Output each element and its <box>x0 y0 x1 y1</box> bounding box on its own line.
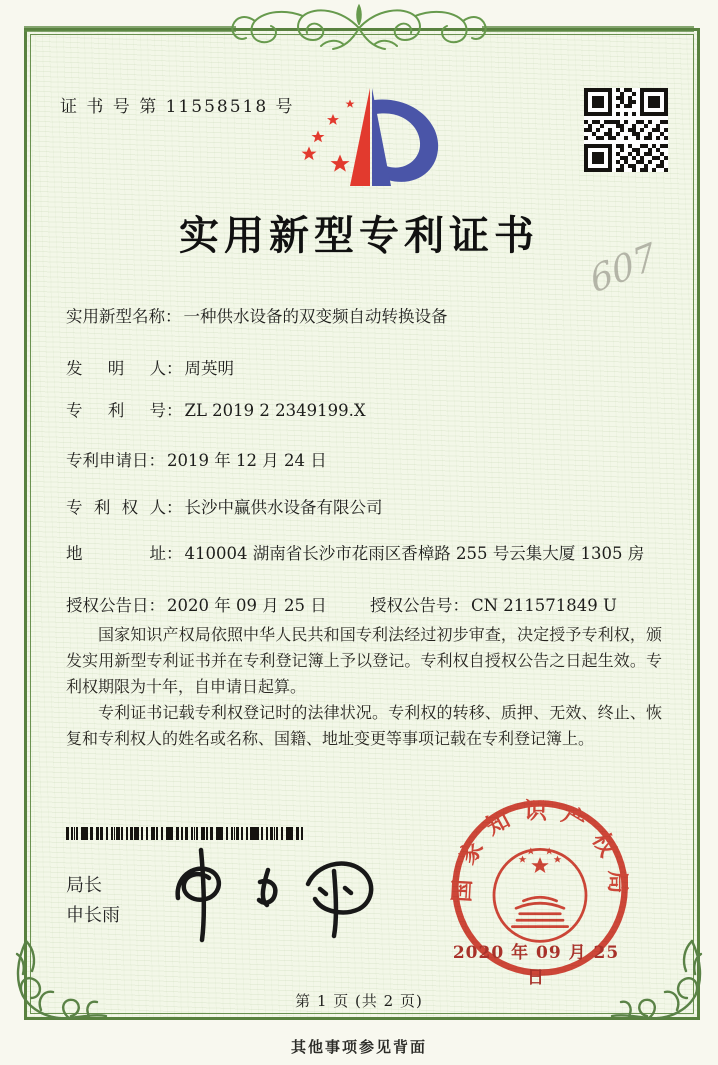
field-label: 专利权人 <box>66 498 166 517</box>
field-label: 发明人 <box>66 359 166 378</box>
field-row-patentee <box>66 494 383 518</box>
field-label: 授权公告日 <box>66 596 149 615</box>
page-number: 第 1 页 (共 2 页) <box>295 992 423 1010</box>
colon: ： <box>165 307 182 326</box>
field-label: 专利号 <box>66 401 166 420</box>
field-row-name <box>66 303 448 327</box>
field-label: 专利申请日 <box>66 451 149 470</box>
qr-code-icon <box>584 88 668 172</box>
field-label: 实用新型名称 <box>66 307 165 326</box>
colon: ： <box>166 544 183 563</box>
certificate-title: 实用新型专利证书 <box>179 212 539 259</box>
cnipa-patent-logo-icon <box>288 84 456 196</box>
handwritten-pencil-note: 607 <box>586 235 661 302</box>
back-side-note: 其他事项参见背面 <box>290 1038 427 1056</box>
certificate-number: 证 书 号 第 11558518 号 <box>60 97 295 117</box>
colon: ： <box>166 401 183 420</box>
colon: ： <box>148 451 165 470</box>
field-value: 周英明 <box>184 359 234 378</box>
director-signature-icon <box>148 842 408 946</box>
field-row-filing-date <box>66 447 327 471</box>
svg-text:国家知识产权局 <box>448 797 631 906</box>
colon: ： <box>452 596 469 615</box>
field-row-grant <box>66 592 617 616</box>
field-value: ZL 2019 2 2349199.X <box>184 401 366 420</box>
field-row-patent-no <box>66 397 366 421</box>
field-value: 2019 年 12 月 24 日 <box>167 451 327 470</box>
legal-text-block <box>66 622 662 752</box>
field-value: 410004 湖南省长沙市花雨区香樟路 255 号云集大厦 1305 房 <box>184 544 645 563</box>
colon: ： <box>148 596 165 615</box>
seal-date: 2020 年 09 月 25 日 <box>452 943 620 988</box>
director-role-label: 局长 <box>66 875 102 896</box>
legal-paragraph-1: 国家知识产权局依照中华人民共和国专利法经过初步审查，决定授予专利权，颁发实用新型专利证书并在专利登记簿上予以登记。专利权自授权公告之日起生效。专利权期限为十年，自申请日起算。 <box>66 625 662 696</box>
field-value: 一种供水设备的双变频自动转换设备 <box>183 307 448 326</box>
field-label: 地址 <box>66 544 166 563</box>
director-name: 申长雨 <box>66 905 120 926</box>
field-label: 授权公告号 <box>370 596 453 615</box>
barcode-icon <box>66 827 303 840</box>
colon: ： <box>166 359 183 378</box>
national-emblem-icon <box>494 847 586 941</box>
seal-arc-text: 国家知识产权局 <box>448 797 631 907</box>
field-value: CN 211571849 U <box>471 596 617 615</box>
legal-paragraph-2: 专利证书记载专利权登记时的法律状况。专利权的转移、质押、无效、终止、恢复和专利权人的姓名或名称、国籍、地址变更等事项记载在专利登记簿上。 <box>66 703 662 748</box>
field-row-inventor <box>66 355 234 379</box>
field-grant-number <box>370 592 617 616</box>
colon: ： <box>166 498 183 517</box>
field-row-address <box>66 540 644 564</box>
field-value: 2020 年 09 月 25 日 <box>167 596 327 615</box>
field-value: 长沙中赢供水设备有限公司 <box>184 498 383 517</box>
